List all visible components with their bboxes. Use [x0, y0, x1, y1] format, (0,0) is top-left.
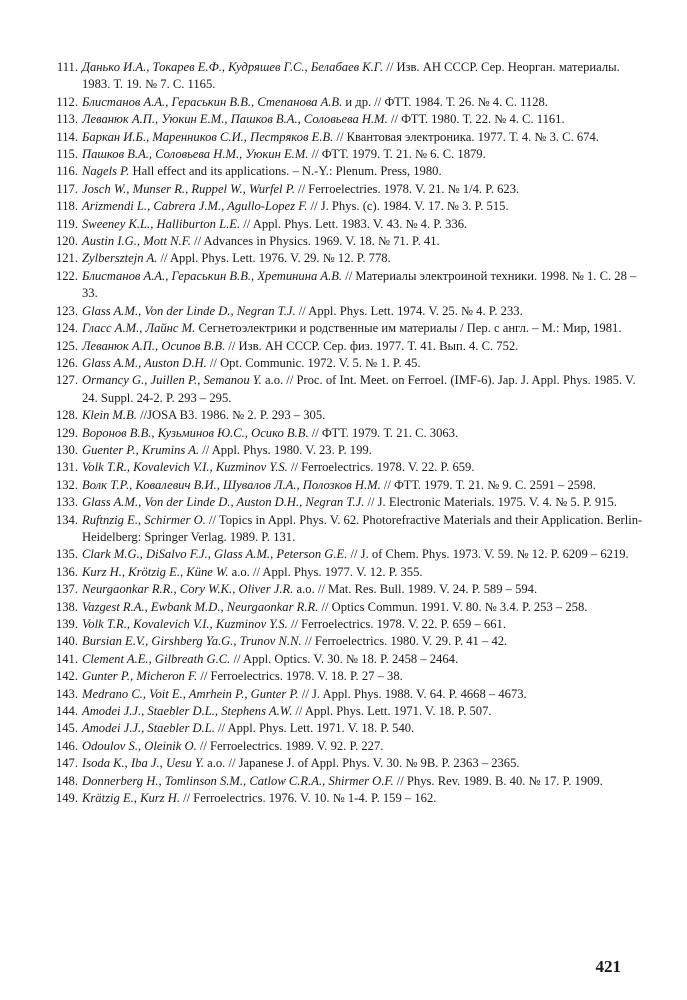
reference-source: a.o. // Mat. Res. Bull. 1989. V. 24. P. 589 – 594.	[293, 582, 538, 597]
reference-source: // Appl. Phys. Lett. 1974. V. 25. № 4. P. 233.	[295, 303, 523, 318]
reference-authors: Isoda K., Iba J., Uesu Y.	[82, 756, 204, 771]
reference-item	[46, 668, 646, 685]
reference-item	[46, 599, 646, 616]
reference-item	[46, 546, 646, 563]
reference-number: 113.	[56, 112, 78, 127]
reference-item	[46, 181, 646, 198]
reference-source: // Ferroelectrics. 1976. V. 10. № 1-4. P. 159 – 162.	[179, 791, 437, 806]
reference-number: 137.	[55, 582, 78, 597]
reference-number: 116.	[56, 164, 78, 179]
reference-authors: Gunter P., Micheron F.	[82, 669, 198, 684]
reference-number: 149.	[55, 791, 78, 806]
reference-authors: Воронов В.В., Кузьминов Ю.С., Осико В.В.	[82, 425, 309, 440]
reference-source: // Topics in Appl. Phys. V. 62. Photorefractive Materials and their Application. Berlin-Heidelberg: Springer Verlag. 1989. P. 131.	[82, 512, 643, 544]
reference-item	[46, 616, 646, 633]
reference-item	[46, 163, 646, 180]
reference-item	[46, 720, 646, 737]
reference-item	[46, 581, 646, 598]
reference-authors: Volk T.R., Kovalevich V.I., Kuzminov Y.S.	[82, 460, 288, 475]
reference-number: 148.	[55, 773, 78, 788]
reference-number: 141.	[55, 651, 78, 666]
reference-authors: Bursian E.V., Girshberg Ya.G., Trunov N.N.	[82, 634, 302, 649]
reference-item	[46, 407, 646, 424]
reference-authors: Гласс А.М., Лайнс М.	[82, 321, 196, 336]
reference-source: // Appl. Phys. Lett. 1976. V. 29. № 12. P. 778.	[157, 251, 391, 266]
reference-source: // Appl. Phys. Lett. 1971. V. 18. P. 507.	[292, 704, 492, 719]
reference-number: 135.	[55, 547, 78, 562]
reference-authors: Glass A.M., Auston D.H.	[82, 355, 207, 370]
reference-number: 140.	[55, 634, 78, 649]
reference-source: // ФТТ. 1980. Т. 22. № 4. С. 1161.	[387, 112, 565, 127]
reference-number: 117.	[56, 181, 78, 196]
reference-item	[46, 755, 646, 772]
reference-authors: Vazgest R.A., Ewbank M.D., Neurgaonkar R.R.	[82, 599, 319, 614]
reference-item	[46, 198, 646, 215]
reference-authors: Amodei J.J., Staebler D.L., Stephens A.W.	[82, 704, 293, 719]
reference-item	[46, 111, 646, 128]
reference-number: 115.	[56, 147, 78, 162]
reference-number: 123.	[55, 303, 78, 318]
reference-source: // J. of Chem. Phys. 1973. V. 59. № 12. P. 6209 – 6219.	[347, 547, 629, 562]
reference-item	[46, 250, 646, 267]
reference-item	[46, 494, 646, 511]
reference-source: // ФТТ. 1979. Т. 21. № 6. С. 1879.	[308, 147, 486, 162]
reference-number: 126.	[55, 355, 78, 370]
reference-item	[46, 372, 646, 407]
reference-authors: Arizmendi L., Cabrera J.M., Agullo-Lopez F.	[82, 199, 308, 214]
reference-number: 129.	[55, 425, 78, 440]
reference-authors: Clark M.G., DiSalvo F.J., Glass A.M., Peterson G.E.	[82, 547, 348, 562]
reference-number: 122.	[55, 268, 78, 283]
reference-number: 143.	[55, 686, 78, 701]
reference-number: 130.	[55, 442, 78, 457]
reference-item	[46, 477, 646, 494]
reference-source: //JOSA B3. 1986. № 2. P. 293 – 305.	[136, 408, 326, 423]
reference-source: // Appl. Phys. Lett. 1971. V. 18. P. 540.	[214, 721, 415, 736]
reference-source: Сегнетоэлектрики и родственные им материалы / Пер. с англ. – М.: Мир, 1981.	[195, 321, 622, 336]
reference-number: 121.	[55, 251, 78, 266]
reference-item	[46, 425, 646, 442]
reference-item	[46, 773, 646, 790]
reference-item	[46, 686, 646, 703]
reference-authors: Баркан И.Б., Маренников С.И., Пестряков Е.В.	[82, 129, 334, 144]
reference-item	[46, 355, 646, 372]
reference-source: // Phys. Rev. 1989. B. 40. № 17. P. 1909.	[393, 773, 603, 788]
reference-item	[46, 512, 646, 547]
reference-authors: Пашков В.А., Соловьева Н.М., Уюкин Е.М.	[82, 147, 309, 162]
reference-authors: Блистанов А.А., Гераськин В.В., Степанова А.В.	[82, 94, 343, 109]
reference-number: 111.	[56, 60, 78, 74]
reference-source: // Ferroelectrics. 1978. V. 22. P. 659 – 661.	[287, 617, 506, 631]
reference-item	[46, 633, 646, 650]
reference-item	[46, 790, 646, 807]
reference-number: 118.	[56, 199, 78, 214]
reference-authors: Данько И.А., Токарев Е.Ф., Кудряшев Г.С., Белабаев К.Г.	[82, 60, 384, 74]
reference-authors: Austin I.G., Mott N.F.	[82, 234, 191, 249]
reference-number: 144.	[55, 704, 78, 719]
reference-item	[46, 564, 646, 581]
reference-item	[46, 738, 646, 755]
reference-source: // ФТТ. 1979. Т. 21. № 9. С. 2591 – 2598.	[380, 477, 596, 492]
reference-number: 114.	[56, 129, 78, 144]
reference-source: // Appl. Optics. V. 30. № 18. P. 2458 – 2464.	[230, 651, 459, 666]
reference-number: 131.	[55, 460, 78, 475]
reference-item	[46, 59, 646, 94]
reference-authors: Guenter P., Krumins A.	[82, 442, 200, 457]
reference-item	[46, 268, 646, 303]
reference-source: // Ferroelectrics. 1989. V. 92. P. 227.	[196, 738, 384, 753]
reference-item	[46, 703, 646, 720]
reference-number: 146.	[55, 738, 78, 753]
reference-list	[46, 59, 646, 807]
reference-authors: Glass A.M., Von der Linde D., Negran T.J.	[82, 303, 296, 318]
reference-number: 139.	[55, 617, 78, 631]
reference-authors: Klein M.B.	[82, 408, 137, 423]
reference-authors: Krätzig E., Kurz H.	[82, 791, 180, 806]
reference-authors: Glass A.M., Von der Linde D., Auston D.H., Negran T.J.	[82, 495, 365, 510]
reference-number: 127.	[55, 373, 78, 388]
reference-source: // ФТТ. 1979. Т. 21. С. 3063.	[308, 425, 459, 440]
reference-source: // Appl. Phys. 1980. V. 23. P. 199.	[199, 442, 372, 457]
reference-item	[46, 233, 646, 250]
reference-number: 120.	[55, 234, 78, 249]
reference-source: // Optics Commun. 1991. V. 80. № 3.4. P. 253 – 258.	[318, 599, 588, 614]
reference-item	[46, 146, 646, 163]
reference-number: 128.	[55, 408, 78, 423]
reference-authors: Clement A.E., Gilbreath G.C.	[82, 651, 231, 666]
reference-source: // Материалы электроиной техники. 1998. № 1. С. 28 – 33.	[82, 268, 637, 301]
reference-number: 147.	[55, 756, 78, 771]
reference-authors: Kurz H., Krötzig E., Küne W.	[82, 564, 229, 579]
reference-authors: Sweeney K.L., Halliburton L.E.	[82, 216, 241, 231]
reference-authors: Блистанов А.А., Гераськин В.В., Хретинина А.В.	[82, 268, 343, 283]
reference-number: 133.	[55, 495, 78, 510]
reference-item	[46, 320, 646, 337]
reference-authors: Odoulov S., Oleinik O.	[82, 738, 197, 753]
reference-item	[46, 459, 646, 476]
reference-source: // J. Appl. Phys. 1988. V. 64. P. 4668 – 4673.	[298, 686, 527, 701]
reference-item	[46, 216, 646, 233]
reference-source: // Ferroelectrics. 1978. V. 22. P. 659.	[287, 460, 475, 475]
reference-source: // Ferroelectrics. 1980. V. 29. P. 41 – 42.	[301, 634, 508, 649]
reference-number: 136.	[55, 564, 78, 579]
reference-source: и др. // ФТТ. 1984. Т. 26. № 4. С. 1128.	[342, 94, 548, 109]
reference-source: // Изв. АН СССР. Сер. физ. 1977. Т. 41. Вып. 4. С. 752.	[225, 338, 519, 353]
reference-number: 142.	[55, 669, 78, 684]
reference-number: 138.	[55, 599, 78, 614]
reference-number: 132.	[55, 477, 78, 492]
reference-source: a.o. // Appl. Phys. 1977. V. 12. P. 355.	[228, 564, 423, 579]
reference-authors: Volk T.R., Kovalevich V.I., Kuzminov Y.S.	[82, 617, 288, 631]
reference-authors: Medrano C., Voit E., Amrhein P., Gunter P.	[82, 686, 299, 701]
reference-number: 119.	[56, 216, 78, 231]
reference-number: 134.	[55, 512, 78, 527]
reference-authors: Леванюк А.П., Осипов В.В.	[82, 338, 226, 353]
reference-source: // Appl. Phys. Lett. 1983. V. 43. № 4. P. 336.	[240, 216, 468, 231]
reference-item	[46, 338, 646, 355]
reference-source: Hall effect and its applications. – N.-Y.: Plenum. Press, 1980.	[129, 164, 442, 179]
reference-authors: Zylbersztejn A.	[82, 251, 158, 266]
reference-source: // Изв. АН СССР. Сер. Неорган. материалы. 1983. Т. 19. № 7. С. 1165.	[82, 60, 620, 92]
reference-item	[46, 129, 646, 146]
reference-authors: Ormancy G., Juillen P., Semanou Y.	[82, 373, 262, 388]
reference-authors: Donnerberg H., Tomlinson S.M., Catlow C.R.A., Shirmer O.F.	[82, 773, 394, 788]
reference-source: a.o. // Japanese J. of Appl. Phys. V. 30. № 9B. P. 2363 – 2365.	[203, 756, 520, 771]
reference-source: // J. Phys. (c). 1984. V. 17. № 3. P. 515.	[307, 199, 509, 214]
reference-item	[46, 303, 646, 320]
reference-authors: Ruftnzig E., Schirmer O.	[82, 512, 206, 527]
reference-item	[46, 651, 646, 668]
reference-source: // Advances in Physics. 1969. V. 18. № 71. P. 41.	[190, 234, 440, 249]
reference-source: // Ferroelectrics. 1978. V. 18. P. 27 – 38.	[197, 669, 403, 684]
reference-source: // Квантовая электроника. 1977. Т. 4. № 3. С. 674.	[333, 129, 599, 144]
reference-number: 125.	[55, 338, 78, 353]
reference-number: 112.	[56, 94, 78, 109]
reference-authors: Amodei J.J., Staebler D.L.	[82, 721, 215, 736]
reference-source: // Ferroelectries. 1978. V. 21. № 1/4. P. 623.	[294, 181, 520, 196]
reference-item	[46, 94, 646, 111]
reference-authors: Nagels P.	[82, 164, 130, 179]
reference-source: // J. Electronic Materials. 1975. V. 4. № 5. P. 915.	[364, 495, 617, 510]
page-number: 421	[595, 957, 621, 976]
reference-authors: Neurgaonkar R.R., Cory W.K., Oliver J.R.	[82, 582, 294, 597]
reference-item	[46, 442, 646, 459]
reference-number: 145.	[55, 721, 78, 736]
reference-source: // Opt. Communic. 1972. V. 5. № 1. P. 45.	[206, 355, 421, 370]
reference-authors: Леванюк А.П., Уюкин Е.М., Пашков В.А., Соловьева Н.М.	[82, 112, 388, 127]
reference-authors: Josch W., Munser R., Ruppel W., Wurfel P.	[82, 181, 295, 196]
reference-authors: Волк Т.Р., Ковалевич В.И., Шувалов Л.А., Полозков Н.М.	[82, 477, 381, 492]
reference-source: a.o. // Proc. of Int. Meet. on Ferroel. (IMF-6). Jap. J. Appl. Phys. 1985. V. 24. Suppl. 24-2. P. 293 – 295.	[82, 373, 636, 405]
reference-number: 124.	[55, 321, 78, 336]
